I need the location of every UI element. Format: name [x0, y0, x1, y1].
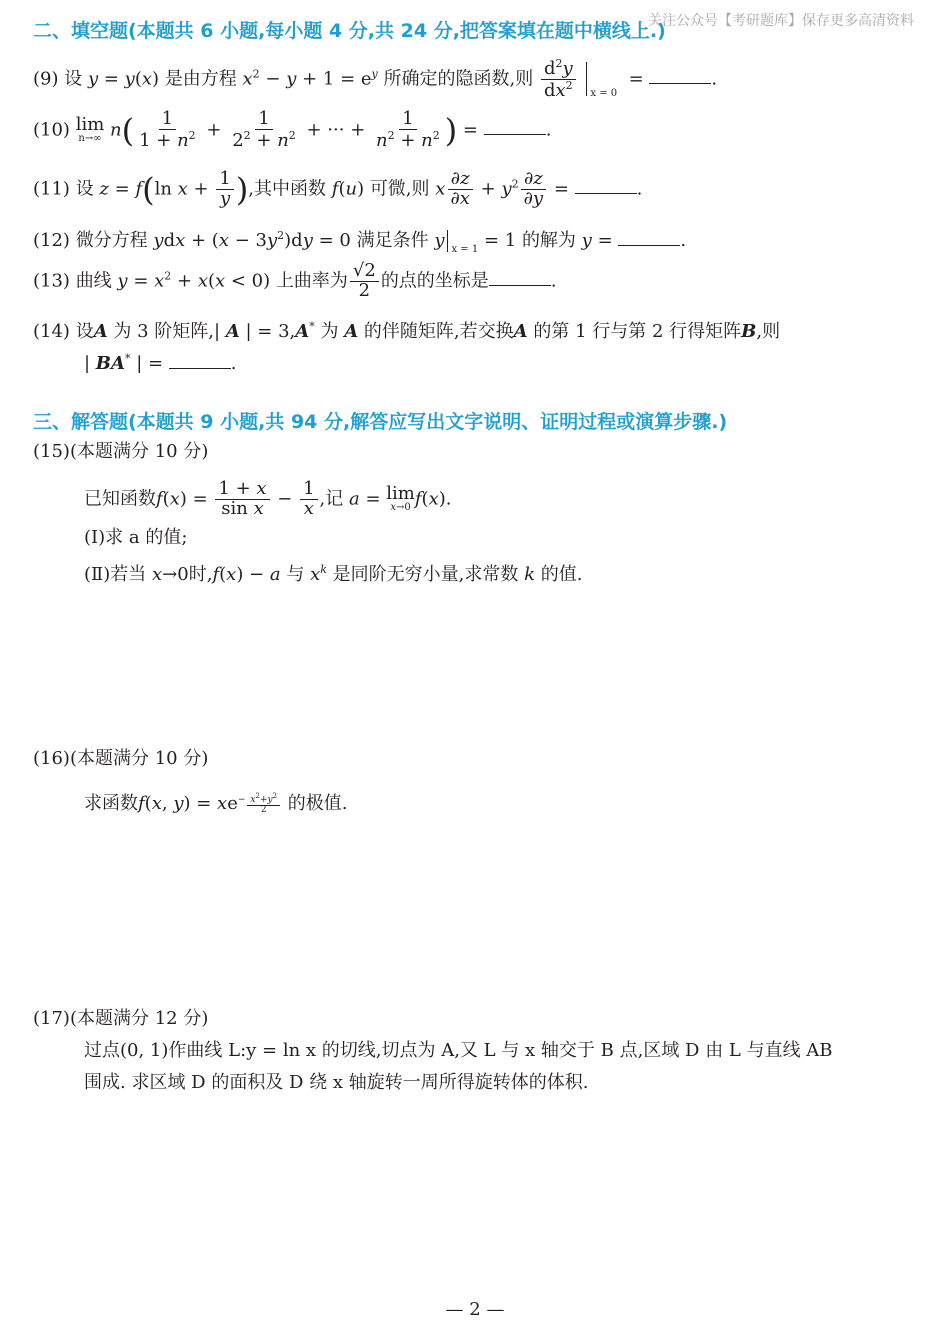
q14-text-d: 的伴随矩阵,若交换 — [363, 321, 514, 342]
q15-definition: 已知函数f(x) = $\frac{1 + x}{\text{sin x}}$ − $\frac{1}{x}$ ,记 a = lim x→0 f(x). — [84, 478, 452, 519]
q9-derivative: $\frac{d^2y}{dx^2}$ — [541, 58, 576, 101]
q15-part1 — [84, 524, 187, 552]
q10-answer-blank — [484, 116, 546, 135]
q15-header — [33, 438, 208, 466]
q15-part2-label: (Ⅱ) — [84, 564, 111, 585]
q14-text-f: ,则 — [756, 321, 781, 342]
q16-number: (16) — [33, 748, 70, 769]
q17-score: (本题满分 12 分) — [69, 1008, 209, 1029]
q17-line2: 围成. 求区域 D 的面积及 D 绕 x 轴旋转一周所得旋转体的体积. — [84, 1072, 589, 1093]
q13-number: (13) — [33, 270, 70, 292]
q16-score: (本题满分 10 分) — [69, 748, 209, 769]
watermark: 关注公众号【考研题库】保存更多高清资料 — [648, 13, 914, 29]
q15-part2-e: 的值. — [540, 564, 583, 585]
q11-text-a: 设 — [75, 178, 94, 200]
question-14-line1: (14) 设A 为 3 阶矩阵,| A | = 3,A* 为 A 的伴随矩阵,若交换A 的第 1 行与第 2 行得矩阵B,则 — [33, 320, 781, 342]
section-heading-solutions: 三、解答题(本题共 9 小题,共 94 分,解答应写出文字说明、证明过程或演算步骤.) — [33, 411, 728, 433]
q15-part2-a: 若当 — [110, 564, 147, 585]
q12-text-c: 的解为 — [521, 230, 576, 251]
q17-number: (17) — [33, 1008, 70, 1029]
q13-text-b: 上曲率为 — [275, 270, 348, 292]
q15-part1-label: (Ⅰ) — [84, 527, 106, 548]
page-number: — 2 — — [445, 1299, 505, 1320]
q11-number: (11) — [33, 178, 70, 200]
section-heading-fill-in: 二、填空题(本题共 6 小题,每小题 4 分,共 24 分,把答案填在题中横线上.) — [33, 20, 666, 42]
q17-line1: 过点(0, 1)作曲线 L:y = ln x 的切线,切点为 A,又 L 与 x 轴交于 B 点,区域 D 由 L 与直线 AB — [84, 1040, 833, 1061]
q15-part2: (Ⅱ)若当 x→0时,f(x) − a 与 $x^k$ 是同阶无穷小量,求常数 k 的值. — [84, 563, 583, 585]
q11-answer-blank — [575, 175, 637, 194]
q12-number: (12) — [33, 230, 70, 251]
q16-text-a: 求函数 — [84, 793, 138, 814]
q14-text-c: 为 — [320, 321, 339, 342]
q15-score: (本题满分 10 分) — [69, 441, 209, 462]
q11-text-c: 可微,则 — [369, 178, 430, 200]
question-10: (10) lim n→∞ n( $\frac{1}{1 + n^2}$ + $\frac{1}{2^2 + n^2}$ + ··· + $\frac{1}{n^2 + n^2}$ ) = . — [33, 108, 552, 151]
q9-text-b: 是由方程 — [164, 68, 237, 90]
q12-condition-point: x = 1 — [451, 244, 479, 255]
q9-text-a: 设 — [64, 68, 83, 90]
q15-mid: ,记 — [319, 488, 344, 510]
q9-eval-point: x = 0 — [590, 88, 618, 100]
question-9: (9) 设 y = y(x) 是由方程 $x^2 - y + 1 = e^y$ 所确定的隐函数,则 $\frac{d^2y}{dx^2}$ $_{x = 0}$ = . — [33, 57, 718, 101]
q9-text-c: 所确定的隐函数,则 — [383, 68, 534, 90]
q13-text-a: 曲线 — [75, 270, 112, 292]
question-14-line2: | BA* | = . — [84, 352, 237, 374]
q16-body: 求函数f(x, $y) = xe^{- \frac{x^2+y^2}{2}}$ 的极值. — [84, 792, 348, 816]
q14-text-a: 设 — [75, 321, 94, 342]
q16-text-b: 的极值. — [287, 793, 348, 814]
q11-text-b: ,其中函数 — [248, 178, 327, 200]
q10-number: (10) — [33, 119, 70, 141]
q12-answer-blank — [618, 227, 680, 246]
q15-intro: 已知函数 — [84, 488, 156, 510]
q14-number: (14) — [33, 321, 70, 342]
q13-text-c: 的点的坐标是 — [380, 270, 489, 292]
q17-header — [33, 1005, 208, 1033]
q15-part1-text: 求 a 的值; — [105, 527, 188, 548]
q10-limit-sub: n→∞ — [78, 133, 102, 145]
question-12: (12) 微分方程 ydx + $(x - 3y^2)dy = 0$ 满足条件 y $_{x = 1}$ = 1 的解为 y = . — [33, 229, 687, 255]
q9-number: (9) — [33, 68, 59, 90]
question-13: (13) 曲线 $y = x^2 + x(x < 0)$ 上曲率为 $\frac{√2}{2}$ 的点的坐标是 . — [33, 260, 557, 301]
q12-text-b: 满足条件 — [356, 230, 429, 251]
q15-part2-b: 时, — [188, 564, 213, 585]
q16-header — [33, 745, 208, 773]
q14-answer-blank — [169, 350, 231, 369]
q13-answer-blank — [489, 267, 551, 286]
q14-text-e: 的第 1 行与第 2 行得矩阵 — [533, 321, 742, 342]
q14-text-b: 为 3 阶矩阵, — [113, 321, 215, 342]
q9-answer-blank — [649, 65, 711, 84]
q15-part2-c: 与 — [286, 564, 305, 585]
question-11: (11) 设 z = f(ln x + $\frac{1}{y}$ ),其中函数 f(u) 可微,则 x $\frac{\partial z}{\partial x}$ + $y^2$ $\frac{\partial z}{\partial y}$ = . — [33, 168, 643, 209]
q12-text-a: 微分方程 — [75, 230, 148, 251]
q15-number: (15) — [33, 441, 70, 462]
q15-part2-d: 是同阶无穷小量,求常数 — [332, 564, 519, 585]
